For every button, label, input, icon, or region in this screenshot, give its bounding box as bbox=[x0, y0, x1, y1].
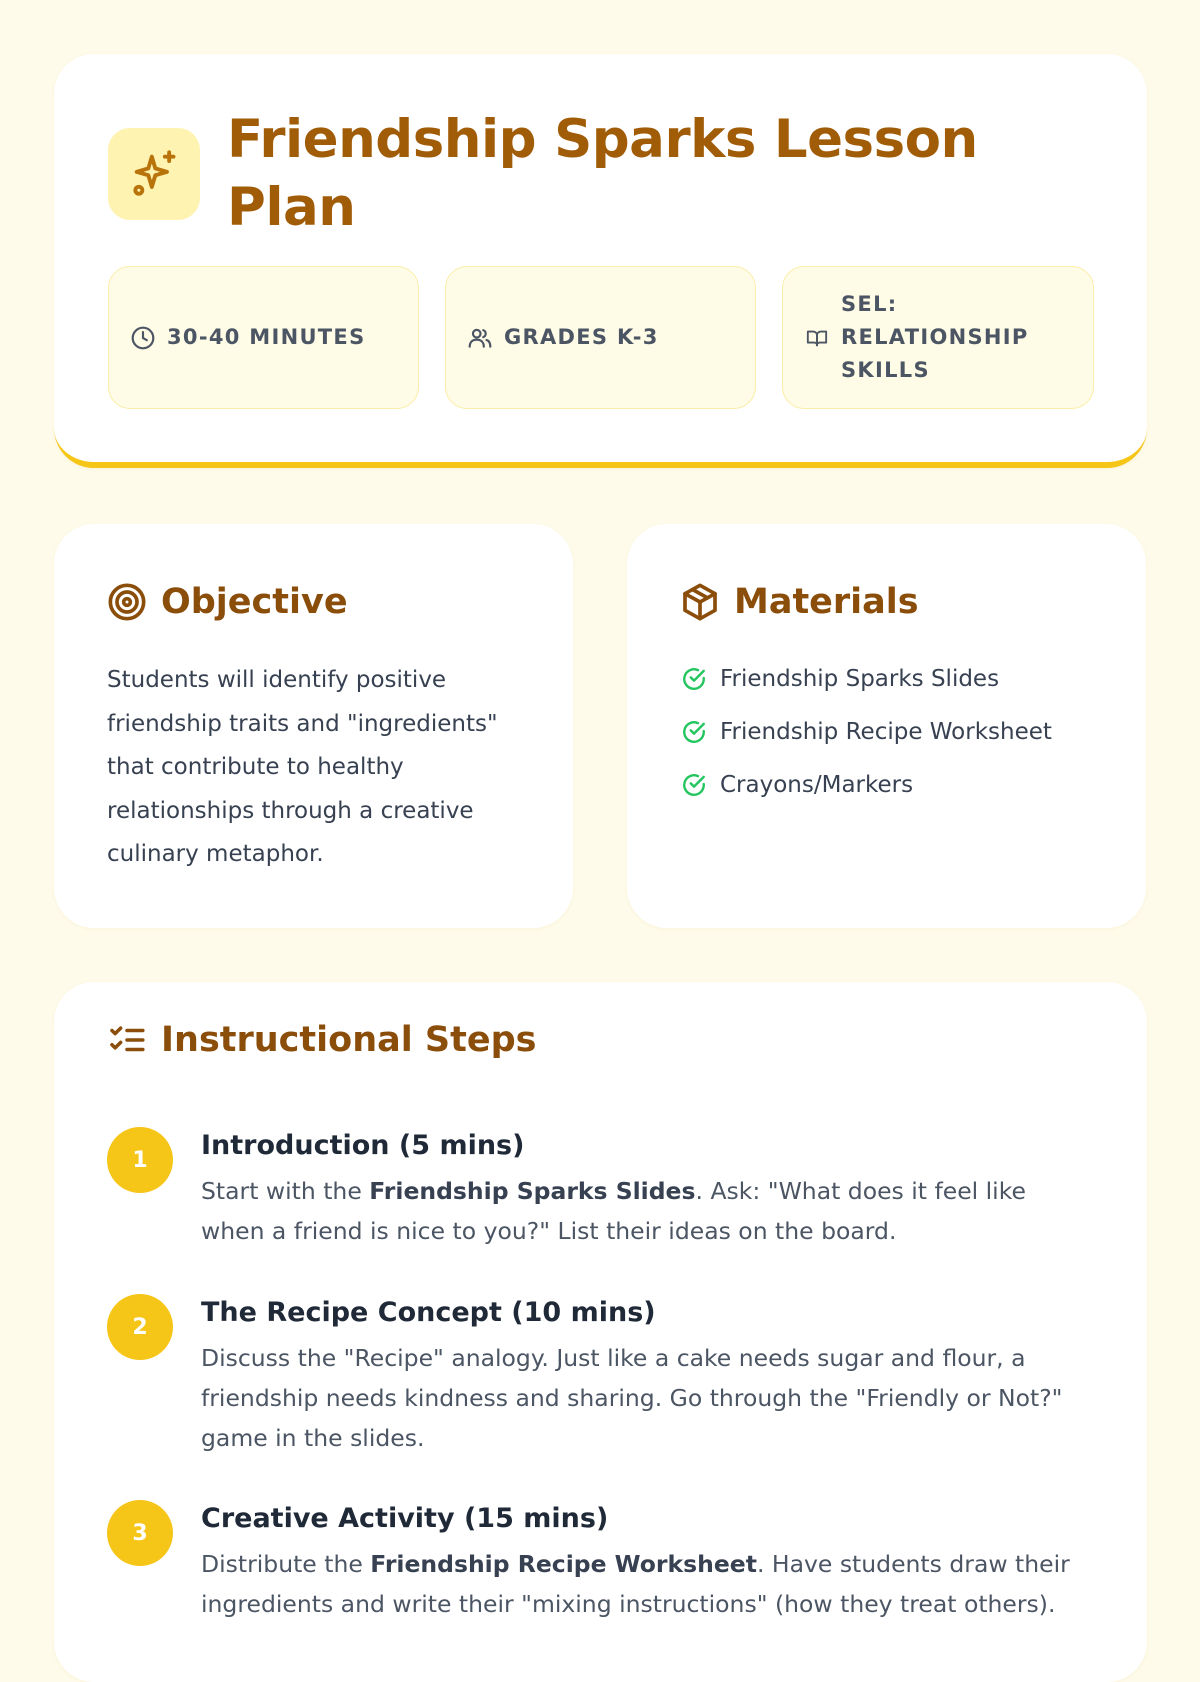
step-number: 3 bbox=[107, 1500, 173, 1566]
check-circle-icon bbox=[680, 665, 708, 693]
material-label: Crayons/Markers bbox=[720, 771, 914, 798]
book-open-icon bbox=[803, 324, 831, 352]
package-icon bbox=[680, 582, 720, 622]
material-label: Friendship Recipe Worksheet bbox=[720, 718, 1052, 745]
header-card bbox=[54, 54, 1147, 468]
step-title: Creative Activity (15 mins) bbox=[201, 1503, 609, 1534]
sel-badge bbox=[782, 266, 1094, 409]
objective-text: Students will identify positive friendship traits and "ingredients" that contribute to healthy relationships through a creative culinary metaphor. bbox=[107, 667, 498, 867]
steps-heading bbox=[107, 1020, 536, 1060]
objective-title: Objective bbox=[161, 582, 348, 622]
clock-icon bbox=[129, 324, 157, 352]
check-circle-icon bbox=[680, 718, 708, 746]
materials-card bbox=[627, 524, 1146, 928]
list-item bbox=[680, 758, 1052, 811]
target-icon bbox=[107, 582, 147, 622]
step-title: Introduction (5 mins) bbox=[201, 1130, 525, 1161]
objective-card bbox=[54, 524, 573, 928]
step-number: 1 bbox=[107, 1127, 173, 1193]
step-number: 2 bbox=[107, 1294, 173, 1360]
duration-badge bbox=[108, 266, 419, 409]
list-item bbox=[680, 705, 1052, 758]
sel-label: SEL: RELATIONSHIP SKILLS bbox=[841, 292, 1029, 382]
step-description: Distribute the Friendship Recipe Worksheet. Have students draw their ingredients and write their "mixing instructions" (how they treat others). bbox=[201, 1550, 1070, 1618]
page-title: Friendship Sparks Lesson Plan bbox=[227, 109, 978, 238]
sparkles-icon bbox=[108, 128, 200, 220]
step-title: The Recipe Concept (10 mins) bbox=[201, 1297, 656, 1328]
material-label: Friendship Sparks Slides bbox=[720, 665, 1000, 692]
materials-list bbox=[680, 652, 1052, 811]
users-icon bbox=[466, 324, 494, 352]
list-item bbox=[680, 652, 1052, 705]
check-circle-icon bbox=[680, 771, 708, 799]
list-checks-icon bbox=[107, 1020, 147, 1060]
duration-label: 30-40 MINUTES bbox=[167, 325, 366, 349]
step-description: Discuss the "Recipe" analogy. Just like a cake needs sugar and flour, a friendship needs kindness and sharing. Go through the "Friendly or Not?" game in the slides. bbox=[201, 1344, 1063, 1452]
grades-badge bbox=[445, 266, 756, 409]
materials-heading bbox=[680, 582, 919, 622]
step-description: Start with the Friendship Sparks Slides. Ask: "What does it feel like when a friend is nice to you?" List their ideas on the board. bbox=[201, 1177, 1026, 1245]
materials-title: Materials bbox=[734, 582, 919, 622]
objective-heading bbox=[107, 582, 348, 622]
steps-title: Instructional Steps bbox=[161, 1020, 537, 1060]
steps-card bbox=[54, 982, 1147, 1682]
grades-label: GRADES K-3 bbox=[504, 325, 659, 349]
